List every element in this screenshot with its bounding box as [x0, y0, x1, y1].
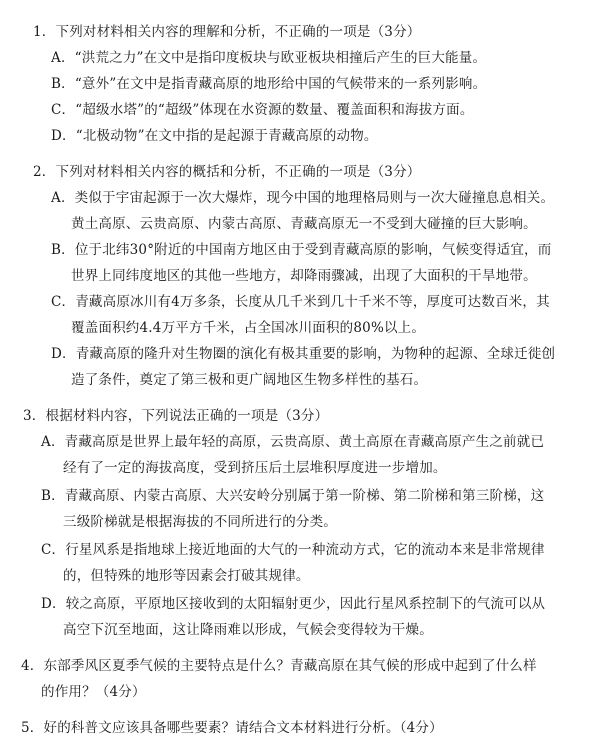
question-3-option-b: B．青藏高原、内蒙古高原、大兴安岭分别属于第一阶梯、第二阶梯和第三阶梯，这 [41, 488, 545, 504]
question-1-option-d: D．“北极动物”在文中指的是起源于青藏高原的动物。 [51, 128, 378, 144]
question-2-option-b: B．位于北纬30°附近的中国南方地区由于受到青藏高原的影响，气候变得适宜，而 [51, 242, 552, 258]
question-1-stem: 1．下列对材料相关内容的理解和分析，不正确的一项是（3分） [33, 24, 421, 40]
question-3-option-d-cont: 高空下沉至地面，这让降雨难以形成，气候会变得较为干燥。 [63, 622, 433, 638]
question-1-option-a: A．“洪荒之力”在文中是指印度板块与欧亚板块相撞后产生的巨大能量。 [51, 50, 487, 66]
question-3-option-d: D．较之高原，平原地区接收到的太阳辐射更少，因此行星风系控制下的气流可以从 [41, 596, 546, 612]
question-2-option-c: C．青藏高原冰川有4万多条，长度从几千米到几十千米不等，厚度可达数百米，其 [51, 294, 550, 310]
question-3-option-c: C．行星风系是指地球上接近地面的大气的一种流动方式，它的流动本来是非常规律 [41, 542, 545, 558]
question-2-option-b-cont: 世界上同纬度地区的其他一些地方，却降雨骤减，出现了大面积的干旱地带。 [71, 268, 537, 284]
question-3-option-b-cont: 三级阶梯就是根据海拔的不同所进行的分类。 [63, 514, 337, 530]
question-5-stem: 5．好的科普文应该具备哪些要素？请结合文本材料进行分析。（4分） [21, 720, 443, 736]
question-3-option-c-cont: 的，但特殊的地形等因素会打破其规律。 [63, 568, 310, 584]
question-3-stem: 3．根据材料内容，下列说法正确的一项是（3分） [23, 408, 329, 424]
question-3-option-a-cont: 经有了一定的海拔高度，受到挤压后土层堆积厚度进一步增加。 [63, 460, 447, 476]
question-2-option-d-cont: 造了条件，奠定了第三极和更广阔地区生物多样性的基石。 [71, 372, 428, 388]
question-1-option-b: B．“意外”在文中是指青藏高原的地形给中国的气候带来的一系列影响。 [51, 76, 487, 92]
question-2-option-a: A．类似于宇宙起源于一次大爆炸，现今中国的地理格局则与一次大碰撞息息相关。 [51, 190, 555, 206]
question-2-option-d: D．青藏高原的隆升对生物圈的演化有极其重要的影响，为物种的起源、全球迁徙创 [51, 346, 556, 362]
question-3-option-a: A．青藏高原是世界上最年轻的高原，云贵高原、黄土高原在青藏高原产生之前就已 [41, 434, 545, 450]
question-2-option-a-cont: 黄土高原、云贵高原、内蒙古高原、青藏高原无一不受到大碰撞的巨大影响。 [71, 216, 537, 232]
question-2-stem: 2．下列对材料相关内容的概括和分析，不正确的一项是（3分） [33, 164, 421, 180]
question-4-stem: 4．东部季风区夏季气候的主要特点是什么？青藏高原在其气候的形成中起到了什么样 [21, 658, 537, 674]
question-2-option-c-cont: 覆盖面积约4.4万平方千米，占全国冰川面积的80%以上。 [71, 320, 426, 336]
question-1-option-c: C．“超级水塔”的“超级”体现在水资源的数量、覆盖面积和海拔方面。 [51, 102, 474, 118]
question-4-stem-cont: 的作用？（4分） [41, 684, 146, 700]
